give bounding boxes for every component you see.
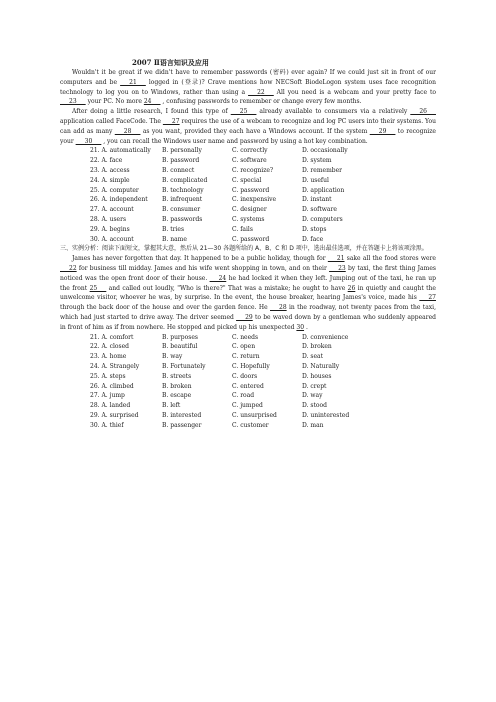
option-cell: 26. A. climbed <box>90 382 134 390</box>
answer-blank: ___29___ <box>369 127 396 135</box>
option-cell: C. recognize? <box>232 166 274 174</box>
document-title: 2007 Ⅱ语言知识及应用 <box>132 58 209 67</box>
option-cell: 25. A. computer <box>90 186 139 194</box>
option-row <box>90 352 349 362</box>
passage-text: in quietly and caught the unwelcome visitor, whoever he was, by surprise. In the event, the house breaker, hearing James's voice, made his <box>60 284 436 302</box>
option-cell: B. broken <box>162 382 192 390</box>
option-cell: D. application <box>302 186 345 194</box>
option-cell: 30. A. thief <box>90 421 124 429</box>
option-cell: D. Naturally <box>302 362 340 370</box>
option-cell: C. road <box>232 392 255 400</box>
passage-text: logged in (登录)? Crave mentions how NECSoft BiodeLogon system uses face recognition technology to log you on to Windows, rather than using a <box>60 78 436 96</box>
option-cell: B. infrequent <box>162 196 203 204</box>
answer-blank: ___23 <box>329 264 346 272</box>
passage-text: application called FaceCode. The <box>60 117 161 125</box>
option-cell: B. name <box>162 235 187 243</box>
option-row <box>90 186 348 196</box>
option-cell: 23. A. access <box>90 166 130 174</box>
option-cell: C. designer <box>232 206 267 214</box>
option-cell: C. correctly <box>232 147 268 155</box>
option-row <box>90 166 348 176</box>
option-cell: B. purposes <box>162 333 198 341</box>
option-cell: B. personally <box>162 147 202 155</box>
answer-blank: ___22 <box>60 264 77 272</box>
option-row <box>90 333 349 343</box>
answer-blank: ___22___ <box>248 88 274 96</box>
answer-blank: ___24 <box>209 274 227 282</box>
options-table-1 <box>90 146 348 244</box>
option-cell: 21. A. comfort <box>90 333 134 341</box>
option-cell: D. stood <box>302 402 327 410</box>
answer-blank: ___21___ <box>120 78 146 86</box>
passage-text: and called out loudly, "Who is there?" That was a mistake; he ought to have <box>108 284 346 292</box>
option-cell: C. doors <box>232 372 258 380</box>
option-cell: 24. A. Strangely <box>90 362 140 370</box>
option-cell: D. face <box>302 235 324 243</box>
passage-text: to be waved down by a gentleman who suddenly appeared in front of him as if from nowhere. He stopped and picked up his unexpected <box>60 313 436 331</box>
passage-text: by taxi, the first thing James noticed was the open front door of their house. <box>60 264 436 282</box>
option-cell: C. needs <box>232 333 259 341</box>
answer-blank: ___28___ <box>114 127 141 135</box>
option-cell: D. seat <box>302 353 324 361</box>
passage-text: James has never forgotten that day. It happened to be a public holiday, though for <box>72 255 326 263</box>
option-row <box>90 401 349 411</box>
option-cell: B. passenger <box>162 421 202 429</box>
option-cell: 22. A. closed <box>90 343 129 351</box>
passage-text: requires the use of a webcam to recognize and log PC users into their systems. You can add as many <box>60 117 436 135</box>
option-row <box>90 205 348 215</box>
option-row <box>90 411 349 421</box>
option-row <box>90 382 349 392</box>
passage-text: . <box>305 323 308 331</box>
option-row <box>90 156 348 166</box>
option-cell: C. software <box>232 157 267 165</box>
option-cell: D. occasionally <box>302 147 348 155</box>
option-row <box>90 195 348 205</box>
option-cell: 29. A. begins <box>90 225 130 233</box>
passage-text: already available to consumers via a relatively <box>259 108 408 116</box>
option-cell: 26. A. independent <box>90 196 148 204</box>
answer-blank: ___30___ <box>75 137 102 145</box>
option-cell: C. jumped <box>232 402 263 410</box>
passage-text: to recognize your <box>60 127 436 145</box>
option-cell: D. remember <box>302 166 343 174</box>
option-row <box>90 342 349 352</box>
option-cell: 28. A. users <box>90 215 127 223</box>
option-cell: C. password <box>232 235 270 243</box>
answer-blank: ___23___ <box>60 98 86 106</box>
option-row <box>90 362 349 372</box>
passage-text: your PC. No more <box>87 98 142 106</box>
option-cell: D. instant <box>302 196 332 204</box>
option-cell: B. escape <box>162 392 192 400</box>
option-cell: B. left <box>162 402 181 410</box>
option-cell: D. way <box>302 392 323 400</box>
option-row <box>90 225 348 235</box>
option-cell: D. computers <box>302 215 343 223</box>
option-cell: 23. A. home <box>90 353 127 361</box>
passage-text: All you need is a webcam and your pretty face to <box>276 88 436 96</box>
option-cell: D. software <box>302 206 337 214</box>
answer-blank: ___29 <box>236 313 253 321</box>
option-cell: B. password <box>162 157 200 165</box>
passage1-paragraph2 <box>60 107 436 146</box>
option-cell: B. interested <box>162 411 202 419</box>
passage-text: through the back door of the house and over the garden fence. He <box>60 304 268 312</box>
option-cell: D. man <box>302 421 324 429</box>
option-cell: D. stops <box>302 225 327 233</box>
answer-blank: 24___ <box>143 98 161 106</box>
option-cell: C. customer <box>232 421 269 429</box>
option-cell: B. way <box>162 353 183 361</box>
option-cell: D. broken <box>302 343 332 351</box>
option-cell: B. beautiful <box>162 343 198 351</box>
option-cell: B. complicated <box>162 176 208 184</box>
option-row <box>90 146 348 156</box>
passage-text: sake all the food stores were <box>346 255 436 263</box>
option-cell: C. special <box>232 176 262 184</box>
option-cell: B. passwords <box>162 215 203 223</box>
option-cell: 29. A. surprised <box>90 411 139 419</box>
option-row <box>90 215 348 225</box>
option-cell: C. return <box>232 353 260 361</box>
option-cell: C. unsurprised <box>232 411 277 419</box>
option-cell: D. crept <box>302 382 327 390</box>
passage-text: Wouldn't it be great if we didn't have to remember passwords (密码) ever again? If we could just sit in front of our computers and be <box>60 69 436 86</box>
section-instructions: 三、实例分析：阅读下面短文，掌握其大意，然后从 21—30 各题所给的 A、B、C 和 D 项中，选出最佳选项，并在答题卡上将该项涂黑。 <box>60 245 428 253</box>
option-cell: 27. A. jump <box>90 392 125 400</box>
answer-blank: ___28 <box>270 304 287 312</box>
passage-text: , confusing passwords to remember or change every few months. <box>162 98 362 106</box>
option-cell: C. password <box>232 186 270 194</box>
passage-text: , you can recall the Windows user name and password by using a hot key combination. <box>103 137 368 145</box>
passage-text: he had locked it when they left. Jumping out of the taxi, he ran up the front <box>60 274 436 292</box>
answer-blank: ___27 <box>419 294 436 302</box>
options-table-2 <box>90 333 349 431</box>
answer-blank: ___25___ <box>230 108 257 116</box>
option-cell: C. inexpensive <box>232 196 277 204</box>
passage-text: for business till midday. James and his wife went shopping in town, and on their <box>78 264 327 272</box>
answer-blank: ___27 <box>162 117 180 125</box>
option-cell: 22. A. face <box>90 157 123 165</box>
document-page <box>60 58 436 430</box>
answer-blank: 25___ <box>89 284 107 292</box>
option-row <box>90 176 348 186</box>
option-cell: C. Hopefully <box>232 362 270 370</box>
passage-text: in the roadway, not twenty paces from the taxi, which had just started to drive away. The driver seemed <box>60 304 436 321</box>
option-cell: C. open <box>232 343 256 351</box>
answer-blank: 26 <box>347 284 356 292</box>
answer-blank: ___26___ <box>410 108 436 116</box>
option-cell: B. Fortunately <box>162 362 206 370</box>
option-cell: 21. A. automatically <box>90 147 151 155</box>
option-cell: D. convenience <box>302 333 349 341</box>
option-cell: 25. A. steps <box>90 372 126 380</box>
option-cell: 24. A. simple <box>90 176 130 184</box>
option-cell: B. consumer <box>162 206 201 214</box>
option-cell: B. tries <box>162 225 185 233</box>
option-cell: 30. A. account <box>90 235 134 243</box>
option-row <box>90 372 349 382</box>
option-row <box>90 391 349 401</box>
passage-text: as you want, provided they each have a Windows account. If the system <box>142 127 368 135</box>
passage-text: After doing a little research, I found this type of <box>72 108 228 116</box>
answer-blank: ___21 <box>327 255 345 263</box>
option-row <box>90 421 349 431</box>
option-row <box>90 235 348 245</box>
passage2-paragraph <box>60 254 436 332</box>
option-cell: B. streets <box>162 372 192 380</box>
option-cell: B. technology <box>162 186 204 194</box>
option-cell: 28. A. landed <box>90 402 131 410</box>
option-cell: C. fails <box>232 225 253 233</box>
answer-blank: 30 <box>296 323 305 331</box>
option-cell: D. uninterested <box>302 411 350 419</box>
option-cell: D. system <box>302 157 332 165</box>
option-cell: B. connect <box>162 166 195 174</box>
option-cell: C. systems <box>232 215 265 223</box>
option-cell: D. houses <box>302 372 332 380</box>
passage1-paragraph1 <box>60 68 436 107</box>
option-cell: 27. A. account <box>90 206 134 214</box>
option-cell: C. entered <box>232 382 264 390</box>
option-cell: D. useful <box>302 176 329 184</box>
